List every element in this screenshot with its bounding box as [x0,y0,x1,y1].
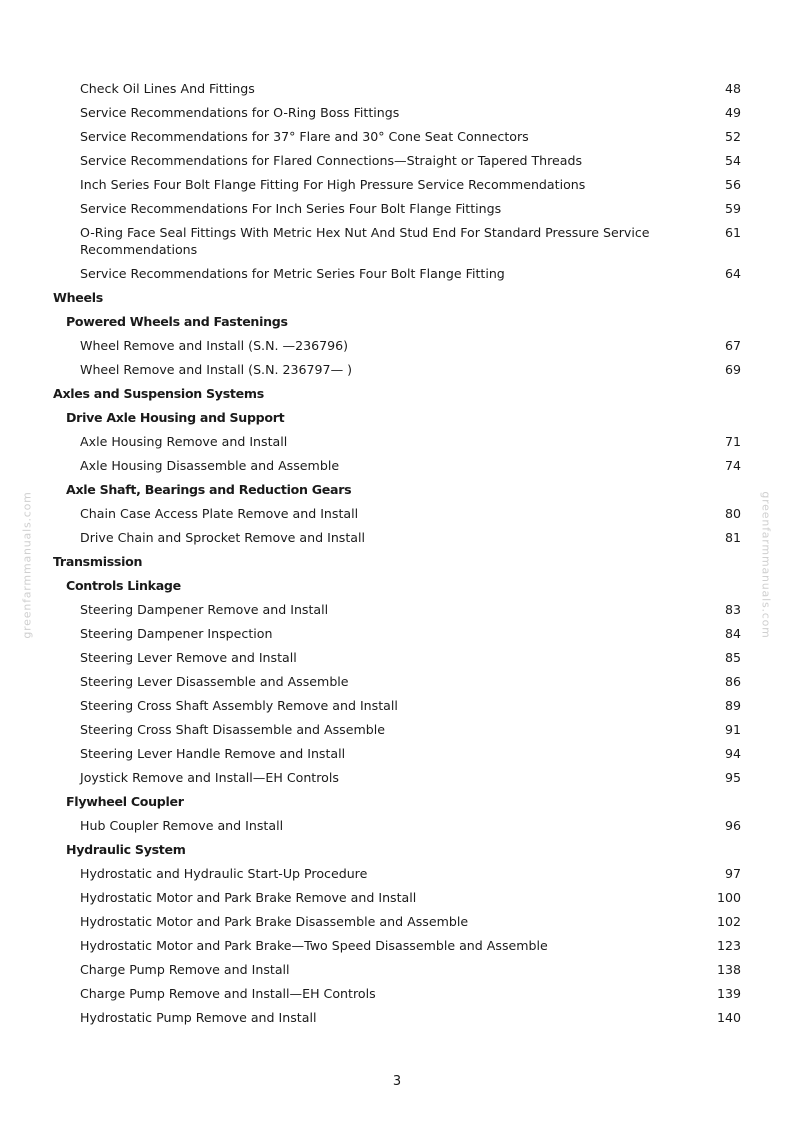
toc-entry-page-number[interactable]: 86 [724,673,741,689]
toc-section-heading [0,381,794,405]
toc-entry-page-number[interactable]: 54 [724,152,741,168]
toc-entry-title[interactable]: Steering Lever Disassemble and Assemble [80,673,349,689]
toc-entry-title: Hydraulic System [66,841,186,857]
toc-section-heading [0,549,794,573]
toc-subsection-heading [0,837,794,861]
toc-entry[interactable] [0,172,794,196]
toc-entry[interactable] [0,501,794,525]
toc-entry-title[interactable]: Steering Cross Shaft Disassemble and Assemble [80,721,386,737]
toc-entry-title: Controls Linkage [66,577,181,593]
toc-entry-title[interactable]: Steering Lever Remove and Install [80,649,297,665]
toc-entry-title[interactable]: Joystick Remove and Install—EH Controls [80,769,339,785]
toc-entry-title[interactable]: Service Recommendations for Flared Connections—Straight or Tapered Threads [80,152,583,168]
toc-subsection-heading [0,405,794,429]
toc-entry-title[interactable]: Service Recommendations for O-Ring Boss Fittings [80,104,400,120]
toc-entry-title: Transmission [53,553,143,569]
toc-entry[interactable] [0,357,794,381]
toc-entry-page-number[interactable]: 67 [724,337,741,353]
toc-entry-page-number[interactable]: 83 [724,601,741,617]
toc-entry-title[interactable]: Wheel Remove and Install (S.N. —236796) [80,337,349,353]
toc-entry[interactable] [0,885,794,909]
toc-entry[interactable] [0,525,794,549]
toc-entry-title[interactable]: Axle Housing Remove and Install [80,433,288,449]
toc-entry-page-number[interactable]: 71 [724,433,741,449]
toc-entry-page-number[interactable]: 48 [724,80,741,96]
toc-entry[interactable] [0,981,794,1005]
toc-entry-page-number[interactable]: 61 [724,224,741,240]
toc-entry[interactable] [0,76,794,100]
toc-entry-page-number[interactable]: 74 [724,457,741,473]
toc-entry-title[interactable]: Drive Chain and Sprocket Remove and Install [80,529,366,545]
toc-subsection-heading [0,477,794,501]
toc-entry[interactable] [0,621,794,645]
toc-entry-title[interactable]: Check Oil Lines And Fittings [80,80,255,96]
toc-entry-title[interactable]: Hydrostatic Motor and Park Brake Disassemble and Assemble [80,913,469,929]
toc-entry-page-number[interactable]: 59 [724,200,741,216]
toc-entry-title[interactable]: Chain Case Access Plate Remove and Install [80,505,359,521]
toc-entry[interactable] [0,453,794,477]
toc-entry-title[interactable]: Hydrostatic Motor and Park Brake Remove and Install [80,889,417,905]
watermark-left: greenfarmmanuals.com [20,491,34,639]
toc-entry[interactable] [0,717,794,741]
toc-entry-title: Axle Shaft, Bearings and Reduction Gears [66,481,352,497]
toc-entry[interactable] [0,333,794,357]
toc-subsection-heading [0,789,794,813]
toc-entry[interactable] [0,669,794,693]
toc-entry-title[interactable]: Hub Coupler Remove and Install [80,817,284,833]
toc-entry[interactable] [0,100,794,124]
toc-entry[interactable] [0,261,794,285]
toc-entry-page-number[interactable]: 81 [724,529,741,545]
toc-entry[interactable] [0,220,794,261]
toc-entry-page-number[interactable]: 49 [724,104,741,120]
toc-entry-page-number[interactable]: 140 [716,1009,741,1025]
toc-entry[interactable] [0,909,794,933]
toc-entry-page-number[interactable]: 95 [724,769,741,785]
toc-subsection-heading [0,309,794,333]
toc-entry-title[interactable]: Axle Housing Disassemble and Assemble [80,457,340,473]
toc-entry-title: Powered Wheels and Fastenings [66,313,288,329]
toc-entry-title: Axles and Suspension Systems [53,385,264,401]
toc-entry-title[interactable]: Charge Pump Remove and Install [80,961,290,977]
table-of-contents [0,76,794,1029]
toc-entry[interactable] [0,597,794,621]
toc-entry-page-number[interactable]: 69 [724,361,741,377]
toc-entry-page-number[interactable]: 64 [724,265,741,281]
watermark-right: greenfarmmanuals.com [759,491,773,639]
toc-entry[interactable] [0,429,794,453]
toc-entry-title[interactable]: Wheel Remove and Install (S.N. 236797— ) [80,361,353,377]
toc-entry-title[interactable]: Hydrostatic and Hydraulic Start-Up Procedure [80,865,368,881]
toc-entry[interactable] [0,741,794,765]
toc-entry[interactable] [0,196,794,220]
toc-entry[interactable] [0,148,794,172]
toc-entry-page-number[interactable]: 100 [716,889,741,905]
toc-entry-page-number[interactable]: 80 [724,505,741,521]
toc-entry[interactable] [0,765,794,789]
toc-entry-page-number[interactable]: 97 [724,865,741,881]
toc-entry-title: Wheels [53,289,103,305]
toc-entry-page-number[interactable]: 96 [724,817,741,833]
toc-entry-title[interactable]: Hydrostatic Motor and Park Brake—Two Speed Disassemble and Assemble [80,937,548,953]
toc-entry[interactable] [0,1005,794,1029]
toc-entry-title[interactable]: Steering Dampener Remove and Install [80,601,329,617]
toc-entry[interactable] [0,693,794,717]
toc-entry-title[interactable]: O-Ring Face Seal Fittings With Metric Hex Nut And Stud End For Standard Pressure Service Recommendations [80,224,650,257]
toc-entry-page-number[interactable]: 91 [724,721,741,737]
toc-entry-title[interactable]: Service Recommendations for 37° Flare and 30° Cone Seat Connectors [80,128,529,144]
page-number: 3 [392,1074,402,1089]
toc-entry-title[interactable]: Steering Dampener Inspection [80,625,273,641]
toc-entry-title: Drive Axle Housing and Support [66,409,285,425]
toc-entry-page-number[interactable]: 123 [716,937,741,953]
toc-subsection-heading [0,573,794,597]
toc-entry-page-number[interactable]: 56 [724,176,741,192]
toc-entry-page-number[interactable]: 85 [724,649,741,665]
toc-entry-title: Flywheel Coupler [66,793,184,809]
toc-entry-page-number[interactable]: 84 [724,625,741,641]
toc-entry-page-number[interactable]: 139 [716,985,741,1001]
toc-entry-title[interactable]: Service Recommendations For Inch Series Four Bolt Flange Fittings [80,200,502,216]
toc-entry-title[interactable]: Charge Pump Remove and Install—EH Controls [80,985,376,1001]
toc-entry-title[interactable]: Hydrostatic Pump Remove and Install [80,1009,317,1025]
toc-entry[interactable] [0,813,794,837]
toc-entry-page-number[interactable]: 52 [724,128,741,144]
toc-entry[interactable] [0,645,794,669]
toc-entry-page-number[interactable]: 94 [724,745,741,761]
toc-entry-title[interactable]: Inch Series Four Bolt Flange Fitting For High Pressure Service Recommendations [80,176,586,192]
toc-entry-title[interactable]: Service Recommendations for Metric Series Four Bolt Flange Fitting [80,265,505,281]
toc-entry[interactable] [0,957,794,981]
toc-section-heading [0,285,794,309]
toc-entry[interactable] [0,933,794,957]
toc-entry-page-number[interactable]: 102 [716,913,741,929]
toc-entry-title[interactable]: Steering Lever Handle Remove and Install [80,745,346,761]
toc-entry[interactable] [0,124,794,148]
toc-entry-page-number[interactable]: 138 [716,961,741,977]
toc-entry-title[interactable]: Steering Cross Shaft Assembly Remove and Install [80,697,398,713]
toc-entry[interactable] [0,861,794,885]
toc-entry-page-number[interactable]: 89 [724,697,741,713]
